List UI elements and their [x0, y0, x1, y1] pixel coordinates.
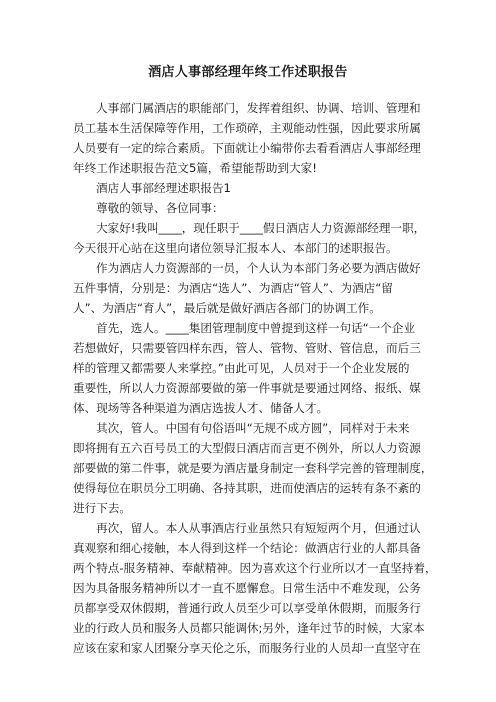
body-line: 今天很开心站在这里向诸位领导汇报本人、本部门的述职报告。 — [73, 241, 398, 255]
body-line: 部要做的第二件事，就是要为酒店量身制定一套科学完善的管理制度， — [73, 461, 433, 475]
body-line: 业的行政人员和服务人员都只能调休;另外，逢年过节的时候，大家本 — [73, 621, 425, 635]
body-line: 即将拥有五六百号员工的大型假日酒店而言更不例外，所以人力资源 — [73, 441, 421, 455]
body-line: 首先，选人。____集团管理制度中曾提到这样一句话“一个企业 — [96, 321, 416, 335]
body-line: 人事部门属酒店的职能部门，发挥着组织、协调、培训、管理和 — [96, 101, 421, 115]
body-line: 真观察和细心接触，本人得到这样一个结论：做酒店行业的人都具备 — [73, 541, 421, 555]
body-line: 年终工作述职报告范文5篇，希望能帮助到大家! — [73, 161, 317, 175]
document-title: 酒店人事部经理年终工作述职报告 — [148, 65, 348, 80]
body-line: 大家好!我叫____，现任职于____假日酒店人力资源部经理一职， — [96, 221, 426, 235]
body-line: 再次，留人。本人从事酒店行业虽然只有短短两个月，但通过认 — [96, 521, 421, 535]
body-line: 两个特点-服务精神、奉献精神。因为喜欢这个行业所以才一直坚持着， — [73, 561, 437, 575]
body-line: 进行下去。 — [73, 501, 131, 515]
body-line: 尊敬的领导、各位同事： — [96, 201, 224, 215]
body-line: 若想做好，只需要管四样东西，管人、管物、管财、管信息，而后三 — [73, 341, 421, 355]
body-line: 作为酒店人力资源部的一员，个人认为本部门务必要为酒店做好 — [96, 261, 421, 275]
document-body — [73, 98, 437, 658]
body-line: 员都享受双休假期，普通行政人员至少可以享受单休假期，而服务行 — [73, 601, 421, 615]
body-line: 重要性，所以人力资源部要做的第一件事就是要通过网络、报纸、媒 — [73, 381, 421, 395]
body-line: 应该在家和家人团聚分享天伦之乐，而服务行业的人员却一直坚守在 — [73, 641, 421, 655]
body-line: 其次，管人。中国有句俗语叫“无规不成方圆”，同样对于未来 — [96, 421, 410, 435]
body-line: 体、现场等各种渠道为酒店选拔人才、储备人才。 — [73, 401, 329, 415]
body-line: 使得每位在职员分工明确、各持其职，进而使酒店的运转有条不紊的 — [73, 481, 421, 495]
body-line: 五件事情，分别是：为酒店“选人”、为酒店“管人”、为酒店“留 — [73, 281, 393, 295]
body-line: 样的管理又都需要人来掌控。”由此可见，人员对于一个企业发展的 — [73, 361, 410, 375]
body-line: 员工基本生活保障等作用，工作琐碎，主观能动性强，因此要求所属 — [73, 121, 421, 135]
body-line: 人”、为酒店“育人”，最后就是做好酒店各部门的协调工作。 — [73, 301, 381, 315]
body-line: 因为具备服务精神所以才一直不愿懈怠。日常生活中不难发现，公务 — [73, 581, 421, 595]
body-line: 酒店人事部经理述职报告1 — [96, 181, 231, 195]
body-line: 人员要有一定的综合素质。下面就让小编带你去看看酒店人事部经理 — [73, 141, 421, 155]
